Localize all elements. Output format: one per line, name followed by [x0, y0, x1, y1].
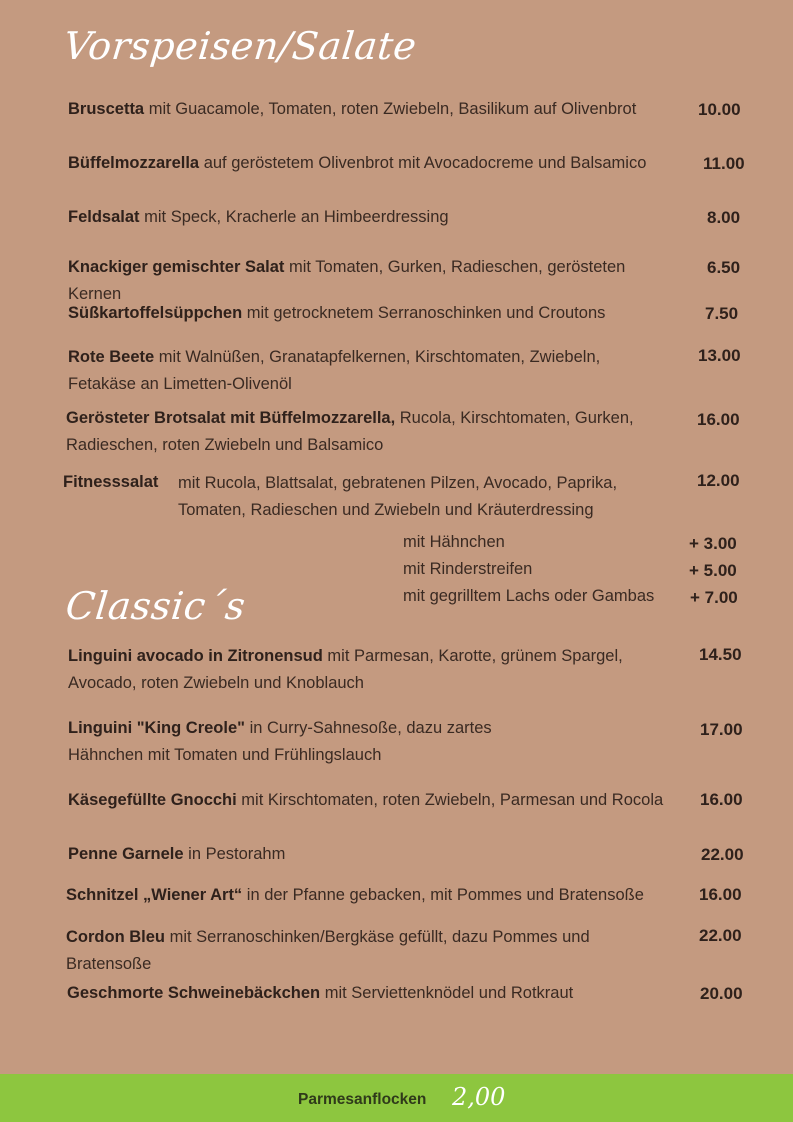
item-price: 7.50: [705, 304, 739, 323]
heading-classics: Classic´s: [63, 584, 248, 628]
footer-bar: [0, 1074, 793, 1122]
item-price: 14.50: [699, 645, 742, 664]
menu-item-bueffelmozzarella: [68, 150, 678, 177]
menu-item-feldsalat: [68, 204, 678, 231]
item-description: mit Guacamole, Tomaten, roten Zwiebeln, Basilikum auf Olivenbrot: [144, 100, 637, 118]
item-name: Käsegefüllte Gnocchi: [68, 791, 237, 809]
item-name: Büffelmozzarella: [68, 154, 200, 172]
item-description: auf geröstetem Olivenbrot mit Avocadocreme und Balsamico: [199, 154, 647, 172]
heading-starters: Vorspeisen/Salate: [61, 24, 419, 68]
menu-item-brotsalat: [66, 405, 646, 459]
item-name: Penne Garnele: [68, 845, 184, 863]
item-description: mit Kirschtomaten, roten Zwiebeln, Parmesan und Rocola: [236, 791, 664, 809]
item-price: 22.00: [699, 926, 742, 945]
footer-addon-price: 2,00: [452, 1083, 506, 1111]
item-price: 17.00: [700, 720, 743, 739]
menu-item-cordon-bleu: [66, 924, 676, 978]
menu-item-penne-garnele: [68, 841, 678, 868]
fitness-salad-name: Fitnesssalat: [63, 473, 159, 491]
extra-option-price: + 3.00: [689, 534, 737, 553]
menu-item-bruscetta: [68, 96, 678, 123]
item-price: 6.50: [707, 258, 741, 277]
item-description: mit Walnüßen, Granatapfelkernen, Kirschtomaten, Zwiebeln, Fetakäse an Limetten-Olivenöl: [68, 348, 601, 393]
menu-item-gnocchi: [68, 787, 678, 814]
item-description: in Curry-Sahnesoße, dazu zartes Hähnchen mit Tomaten und Frühlingslauch: [68, 719, 492, 764]
item-price: 13.00: [698, 346, 741, 365]
item-description: mit Speck, Kracherle an Himbeerdressing: [139, 208, 449, 226]
item-price: 8.00: [707, 208, 741, 227]
item-description: mit Serviettenknödel und Rotkraut: [320, 984, 574, 1002]
item-name: Knackiger gemischter Salat: [68, 258, 285, 276]
item-name: Süßkartoffelsüppchen: [68, 304, 243, 322]
menu-item-schnitzel: [66, 882, 676, 909]
item-description: in der Pfanne gebacken, mit Pommes und Bratensoße: [242, 886, 644, 904]
item-name: Rote Beete: [68, 348, 155, 366]
item-name: Cordon Bleu: [66, 928, 165, 946]
footer-addon-label: Parmesanflocken: [298, 1091, 427, 1108]
item-name: Gerösteter Brotsalat mit Büffelmozzarella,: [66, 409, 396, 427]
item-name: Schnitzel „Wiener Art“: [66, 886, 243, 904]
menu-item-linguini-avocado: [68, 643, 678, 697]
item-description: Rucola, Kirschtomaten, Gurken, Radieschen, roten Zwiebeln und Balsamico: [66, 409, 634, 454]
extra-option-label: mit Hähnchen: [403, 533, 505, 551]
item-price: 16.00: [700, 790, 743, 809]
fitness-salad-description: mit Rucola, Blattsalat, gebratenen Pilzen, Avocado, Paprika, Tomaten, Radieschen und Zwiebeln und Kräuterdressing: [178, 474, 618, 519]
item-price: 16.00: [699, 885, 742, 904]
item-price: 22.00: [701, 845, 744, 864]
item-price: 16.00: [697, 410, 740, 429]
item-name: Linguini "King Creole": [68, 719, 245, 737]
extra-option-label: mit Rinderstreifen: [403, 560, 533, 578]
extra-option-price: + 7.00: [690, 588, 738, 607]
item-description: mit Parmesan, Karotte, grünem Spargel, Avocado, roten Zwiebeln und Knoblauch: [68, 647, 623, 692]
item-description: in Pestorahm: [183, 845, 286, 863]
item-name: Bruscetta: [68, 100, 145, 118]
item-description: mit Tomaten, Gurken, Radieschen, gerösteten Kernen: [68, 258, 626, 303]
menu-item-rote-beete: [68, 344, 628, 398]
item-description: mit getrocknetem Serranoschinken und Croutons: [242, 304, 606, 322]
extra-option-price: + 5.00: [689, 561, 737, 580]
extra-option-label: mit gegrilltem Lachs oder Gambas: [403, 587, 655, 605]
item-price: 12.00: [697, 471, 740, 490]
menu-item-schweinebaeckchen: [67, 980, 677, 1007]
item-price: 20.00: [700, 984, 743, 1003]
menu-item-suesskartoffelsueppchen: [68, 300, 678, 327]
menu-item-linguini-king-creole: [68, 715, 568, 769]
item-name: Linguini avocado in Zitronensud: [68, 647, 323, 665]
item-price: 10.00: [698, 100, 741, 119]
item-name: Feldsalat: [68, 208, 140, 226]
item-description: mit Serranoschinken/Bergkäse gefüllt, dazu Pommes und Bratensoße: [66, 928, 590, 973]
item-price: 11.00: [703, 154, 745, 173]
item-name: Geschmorte Schweinebäckchen: [67, 984, 321, 1002]
